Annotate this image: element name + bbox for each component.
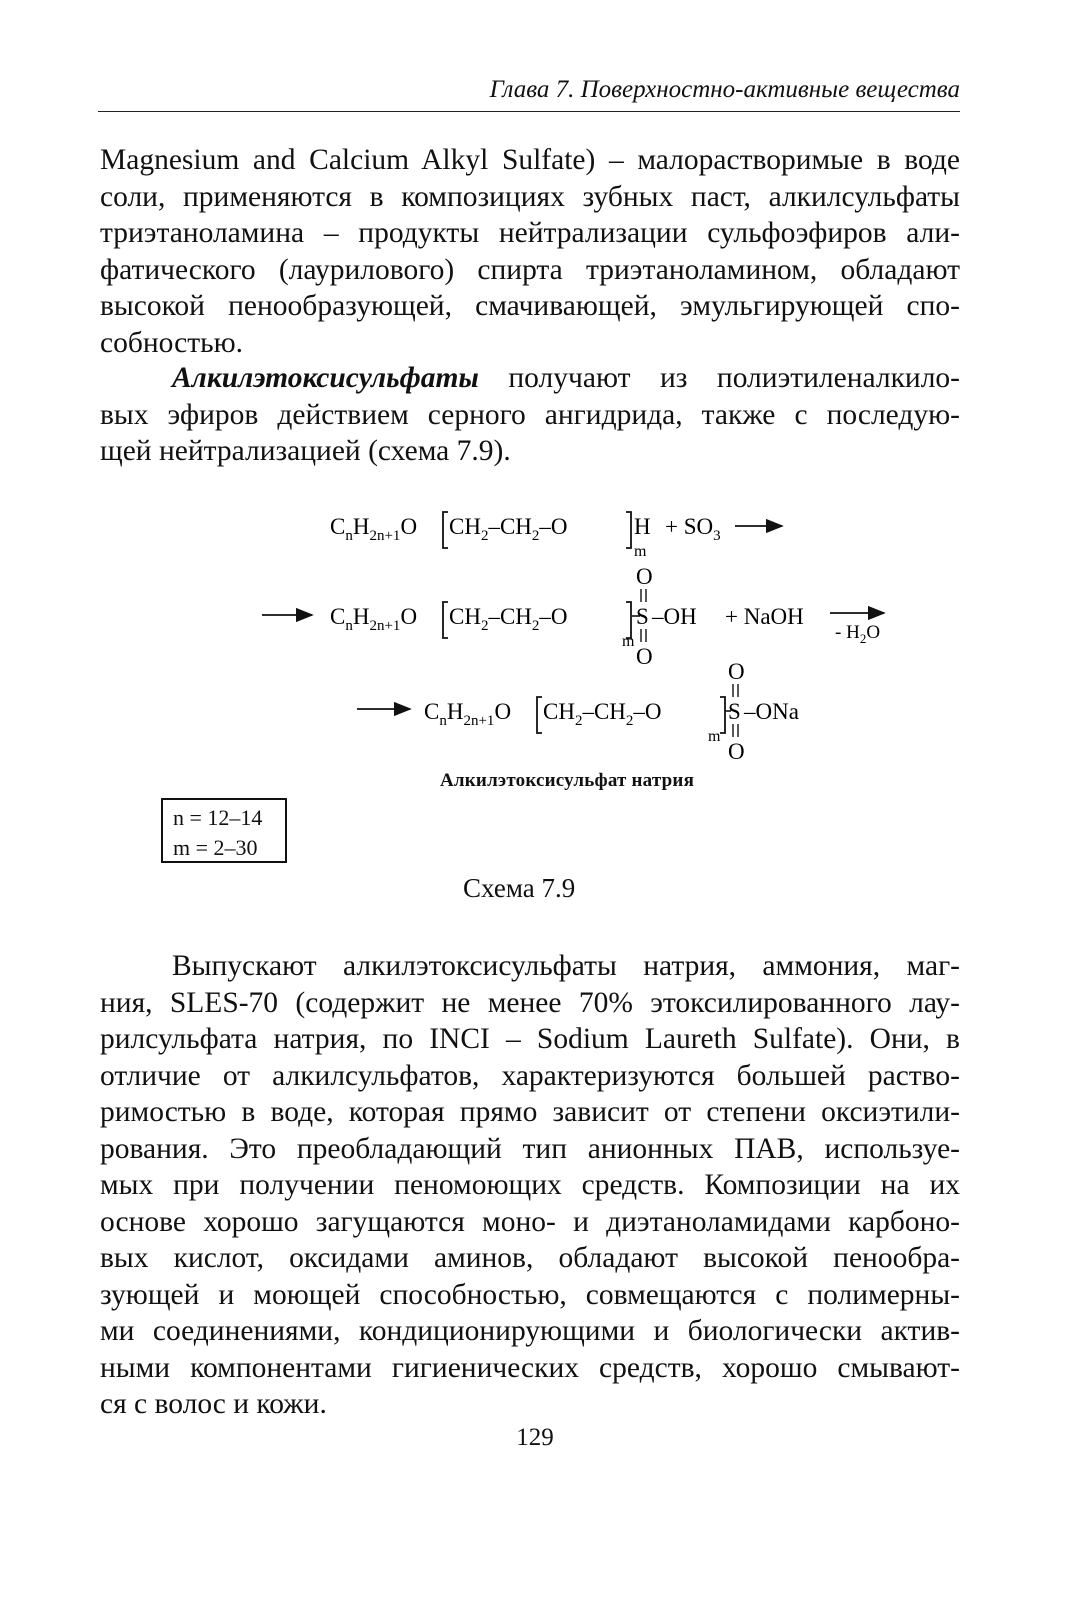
page-number: 129 <box>516 1424 554 1451</box>
chem-alkyl-c: $C_nH_{2n+1}O$ <box>330 514 418 544</box>
text-line: Magnesium and Calcium Alkyl Sulfate) – малорастворимые в воде <box>100 144 960 176</box>
text-line: римостью в воде, которая прямо зависит от степени оксиэтили- <box>100 1096 960 1128</box>
text-fragment: получают из полиэтиленалкило- <box>478 362 960 394</box>
sulfur-atom: S <box>728 699 741 724</box>
text-line: щей нейтрализацией (схема 7.9). <box>100 435 511 467</box>
chem-oh: –OH <box>652 604 697 629</box>
text-line: рилсульфата натрия, по INCI – Sodium Laureth Sulfate). Они, в <box>100 1023 960 1055</box>
sulfonyl-o-bottom: O <box>728 739 745 764</box>
chem-alkyl-c: $C_nH_{2n+1}O$ <box>330 604 418 634</box>
param-m: m = 2–30 <box>173 835 258 860</box>
chem-so3: + $SO_3$ <box>665 514 721 544</box>
text-line: вых кислот, оксидами аминов, обладают высокой пенообра- <box>100 1242 960 1274</box>
text-line: основе хорошо загущаются моно- и диэтаноламидами карбоно- <box>100 1205 960 1238</box>
text-line: Выпускают алкилэтоксисульфаты натрия, аммония, маг- <box>172 950 960 982</box>
bracket-open <box>443 602 448 638</box>
chem-chain: $CH_2-CH_2-O$ <box>449 514 568 544</box>
param-n: n = 12–14 <box>173 805 263 830</box>
text-line: ния, SLES-70 (содержит не менее 70% этоксилированного лау- <box>100 986 960 1019</box>
bracket-close <box>626 512 631 548</box>
chem-alkyl-c: $C_nH_{2n+1}O$ <box>424 699 512 729</box>
chem-chain: $CH_2-CH_2-O$ <box>543 699 662 729</box>
minus-water-label: - $H_2O$ <box>835 622 881 646</box>
scheme-caption: Схема 7.9 <box>463 873 576 903</box>
text-line: триэтаноламина – продукты нейтрализации сульфоэфиров али- <box>100 217 960 249</box>
text-line: рования. Это преобладающий тип анионных ПАВ, используе- <box>100 1132 960 1165</box>
parameter-box <box>161 798 287 863</box>
bracket-open <box>443 512 448 548</box>
subscript-m: m <box>622 633 635 650</box>
bracket-close <box>720 697 725 733</box>
chem-ona: –ONa <box>744 699 799 724</box>
subscript-m: m <box>634 543 647 560</box>
sulfonyl-o-top: O <box>728 659 745 684</box>
chem-naoh: + NaOH <box>725 604 804 629</box>
text-line: вых эфиров действием серного ангидрида, также с последую- <box>100 398 960 431</box>
text-line: зующей и моющей способностью, совмещаются с полимерны- <box>100 1278 960 1311</box>
bracket-open <box>537 697 542 733</box>
sulfonyl-o-top: O <box>636 564 653 589</box>
term-alkylethoxysulfates: Алкилэтоксисульфаты <box>172 362 479 394</box>
product-name: Алкилэтоксисульфат натрия <box>440 770 695 791</box>
text-line: ся с волос и кожи. <box>100 1388 327 1420</box>
text-line: фатического (лаурилового) спирта триэтаноламином, обладают <box>100 253 960 286</box>
chem-h-end: H <box>634 514 651 539</box>
sulfur-atom: S <box>636 604 649 629</box>
reaction-step-1 <box>330 512 782 560</box>
paragraph-3 <box>100 948 960 1423</box>
text-line: соли, применяются в композициях зубных паст, алкилсульфаты <box>100 180 960 213</box>
text-line: высокой пенообразующей, смачивающей, эмульгирующей спо- <box>100 290 960 322</box>
reaction-step-2 <box>262 564 884 669</box>
subscript-m: m <box>708 728 721 745</box>
text-line: мых при получении пеномоющих средств. Композиции на их <box>100 1169 960 1201</box>
running-header: Глава 7. Поверхностно-активные вещества <box>489 76 960 103</box>
sulfonyl-o-bottom: O <box>636 644 653 669</box>
text-line: собностью. <box>100 326 243 359</box>
text-line: ными компонентами гигиенических средств, хорошо смывают- <box>100 1351 960 1384</box>
text-line: отличие от алкилсульфатов, характеризуются большей раство- <box>100 1059 960 1092</box>
text-line: ми соединениями, кондиционирующими и биологически актив- <box>100 1315 960 1347</box>
reaction-step-3 <box>357 659 799 764</box>
chem-chain: $CH_2-CH_2-O$ <box>449 604 568 634</box>
